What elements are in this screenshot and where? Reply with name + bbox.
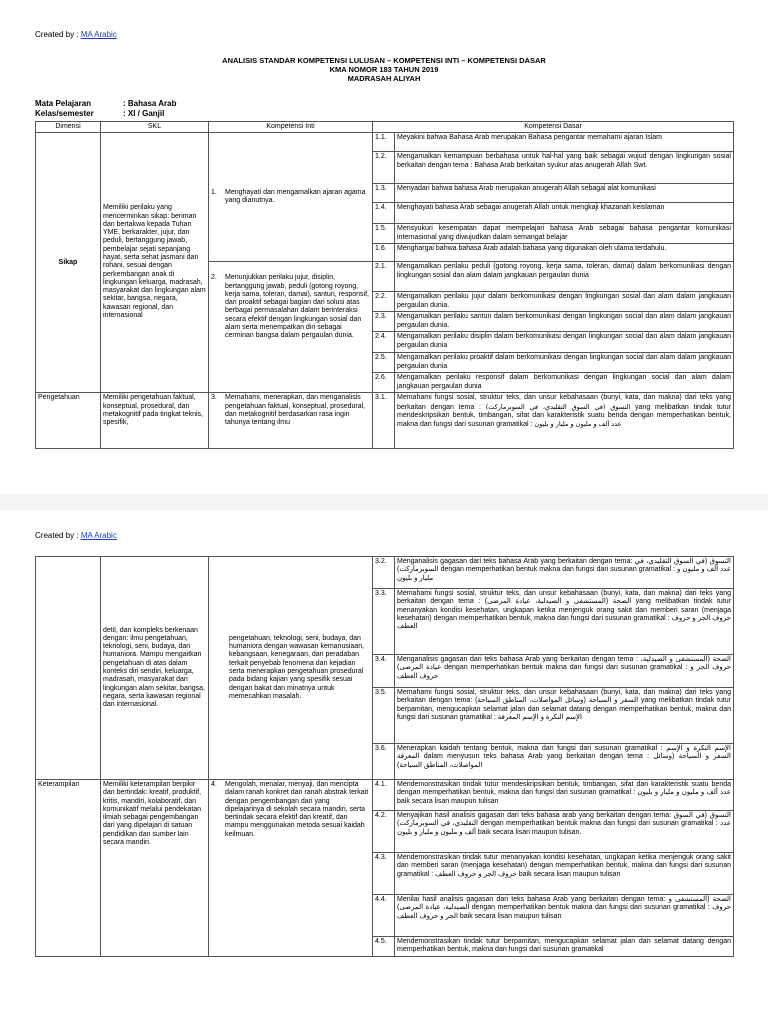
ki-4: [209, 780, 373, 957]
doc-title-line1: ANALISIS STANDAR KOMPETENSI LULUSAN – KOMPETENSI INTI – KOMPETENSI DASAR: [222, 56, 546, 65]
ki-2-number: 2.: [211, 274, 217, 282]
kd-text: Mengamalkan perilaku jujur dalam berkomunikasi dengan lingkungan sosial dan alam dalam jangkauan pergaulan dunia.: [395, 292, 734, 312]
kd-text: Menganalisis gagasan dari teks bahasa Arab yang berkaitan dengan tema : الصحة (المستشفى و الصيدلية، عيادة المرضى) dengan memperhatikan bentuk makna dan fungsi dari susunan gramatikal : حروف الجر و حروف العطف: [395, 655, 734, 688]
kd-number: 2.2.: [373, 292, 395, 312]
kd-text: [395, 393, 734, 449]
meta-subject-key: Mata Pelajaran: [35, 99, 92, 108]
kd-number: 1.3.: [373, 184, 395, 203]
kd-number: 4.3.: [373, 853, 395, 895]
kd-number: 2.4.: [373, 332, 395, 353]
kd-text: Menghayati bahasa Arab sebagai anugerah Allah untuk mengkaji khazanah keislaman: [395, 203, 734, 224]
kd-number: 4.4.: [373, 895, 395, 937]
kd-text: Memahami fungsi sosial, struktur teks, dan unsur kebahasaan (bunyi, kata, dan makna) dari teks yang berkaitan dengan tema: السفر و السياحة (وسائل المواصلات، المناطق السياحة) yang melibatkan tindak tutur berpamitan, mengucapkan selamat jalan dan selamat datang dengan memperhatikan bentuk, makna dan fungsi dari susunan gramatikal : الإسم النكرة و الإسم المعرفة: [395, 688, 734, 744]
ki-3-number: 3.: [211, 394, 217, 402]
doc-title-line3: MADRASAH ALIYAH: [347, 74, 421, 83]
ki-1-number: 1.: [211, 189, 217, 196]
kd-number: 4.2.: [373, 811, 395, 853]
kd-number: 4.1.: [373, 780, 395, 811]
ki-2: [209, 262, 373, 393]
skl-pengetahuan-cont: detil, dan kompleks berkenaan dengan: ilmu pengetahuan, teknologi, seni, budaya, dan humaniora. Mampu mengaitkan pengetahuan di atas dalam konteks diri sendiri, keluarga, madrasah, masyarakat dan lingkungan alam sekitar, bangsa, negara, serta kawasan regional dan internasional.: [101, 557, 209, 780]
credit-link[interactable]: MA Arabic: [80, 531, 117, 540]
kd-3-1-text-b: yang melibatkan tindak tutur mendeskripsikan bentuk, timbangan, sifat dan karakteristik suatu benda dengan memperhatikan bentuk, makna dan fungsi dari susunan gramatikal :: [397, 403, 731, 429]
kd-3-1-arabic-grammar: عدد ألف و مليون و مليار و بليون: [534, 420, 622, 429]
meta-subject: [35, 99, 177, 108]
page-break: [0, 494, 768, 510]
kd-text: Mendemonstrasikan tindak tutur mendeskripsikan bentuk, timbangan, sifat dan karakteristik suatu benda dengan memperhatikan bentuk, makna dan fungsi dari susunan gramatikal : عدد ألف و مليون و مليار و بليون baik secara lisan maupun tulisan: [395, 780, 734, 811]
ki-4-text: Mengolah, menalar, menyaji, dan mencipta dalam ranah konkret dan ranah abstrak terkait dengan pengembangan dari yang dipelajarinya di sekolah secara mandiri, serta bertindak secara efektif dan kreatif, dan mampu menggunakan metoda sesuai kaidah keilmuan.: [225, 781, 369, 838]
kd-text: Mengamalkan perilaku disiplin dalam berkomunikasi dengan lingkungan social dan alam dalam jangkauan pergaulan dunia: [395, 332, 734, 353]
doc-title-line2: KMA NOMOR 183 TAHUN 2019: [329, 65, 439, 74]
competency-table-page1: [35, 121, 734, 449]
credit-line: [35, 30, 117, 39]
kd-text: Mensyukuri kesempatan dapat mempelajari bahasa Arab sebagai bahasa pengantar komunikasi internasional yang diwujudkan dalam semangat belajar: [395, 224, 734, 244]
kd-number: 1.4.: [373, 203, 395, 224]
skl-sikap: Memiliki perilaku yang mencerminkan sikap: beriman dan bertakwa kepada Tuhan YME, berkarakter, jujur, dan peduli, bertanggung jawab, pembelajar sejati sepanjang hayat, serta sehat jasmani dan rohani, sesuai dengan perkembangan anak di lingkungan keluarga, madrasah, masyarakat dan lingkungan alam sekitar, bangsa, negara, kawasan regional, dan internasional: [101, 133, 209, 393]
kd-number: 1.5.: [373, 224, 395, 244]
skl-keterampilan: Memiliki keterampilan berpikir dan bertindak: kreatif, produktif, kritis, mandiri, kolaboratif, dan komunikatif melalui pendekatan ilmiah sebagai pengembangan dari yang dipelajari di satuan pendidikan dan sumber lain secara mandiri.: [101, 780, 209, 957]
skl-pengetahuan: Memiliki pengetahuan faktual, konseptual, prosedural, dan metakognitif pada tingkat teknis, spesifik,: [101, 393, 209, 449]
dimension-pengetahuan-cont: [36, 557, 101, 780]
dimension-sikap: Sikap: [36, 133, 101, 393]
meta-class-key: Kelas/semester: [35, 109, 94, 118]
dimension-pengetahuan: Pengetahuan: [36, 393, 101, 449]
competency-table-page2: [35, 556, 734, 957]
kd-number: 3.1.: [373, 393, 395, 449]
kd-number: 1.1.: [373, 133, 395, 152]
kd-number: 3.3.: [373, 589, 395, 655]
col-header-ki: Kompetensi Inti: [209, 122, 373, 133]
ki-3-cont: pengetahuan, teknologi, seni, budaya, dan humaniora dengan wawasan kemanusiaan, kebangsaan, kenegaraan, dan peradaban terkait penyebab fenomena dan kejadian serta menerapkan pengetahuan prosedural pada bidang kajian yang spesifik sesuai dengan bakat dan minatnya untuk memecahkan masalah.: [209, 557, 373, 780]
kd-number: 1.2.: [373, 152, 395, 184]
kd-text: Mengamalkan perilaku responsif dalam berkomunikasi dengan lingkungan social dan alam dalam jangkauan pergaulan dunia: [395, 373, 734, 393]
credit-prefix: Created by :: [35, 30, 81, 39]
kd-number: 3.6.: [373, 744, 395, 780]
meta-subject-value: : Bahasa Arab: [123, 99, 177, 108]
kd-number: 2.1.: [373, 262, 395, 292]
ki-2-text: Menunjukkan perilaku jujur, disiplin, bertanggung jawab, peduli (gotong royong, kerja sama, toleran, damai), santun, responsif, dan proaktif sebagai bagian dari solusi atas berbagai permasalahan dalam berinteraksi secara efektif dengan lingkungan sosial dan alam serta menempatkan diri sebagai cerminan bangsa dalam pergaulan dunia.: [225, 274, 369, 340]
credit-link[interactable]: MA Arabic: [80, 30, 117, 39]
col-header-skl: SKL: [101, 122, 209, 133]
dimension-keterampilan: Keterampilan: [36, 780, 101, 957]
kd-text: Meyakini bahwa Bahasa Arab merupakan Bahasa pengantar memahami ajaran Islam: [395, 133, 734, 152]
ki-3-text: Memahami, menerapkan, dan menganalisis pengetahuan faktual, konseptual, prosedural, dan metakognitif berdasarkan rasa ingin tahunya tentang ilmu: [225, 394, 366, 427]
meta-class: [35, 109, 164, 118]
kd-text: Mendemonstrasikan tindak tutur menanyakan kondisi kesehatan, ungkapan ketika menjenguk orang sakit dan memberi saran (menjaga kesehatan) dengan memperhatikan bentuk, makna dan fungsi dari susunan gramatikal : حروف الجر و حروف العطف baik secara lisan maupun tulisan: [395, 853, 734, 895]
ki-4-number: 4.: [211, 781, 217, 788]
kd-text: Menyajikan hasil analisis gagasan dari teks bahasa arab yang berkaitan dengan tema: التسوق (في السوق التقليدي، في السوبرماركت) dengan memperhatikan bentuk makna dan fungsi dari susunan gramatikal : عدد ألف و مليون و مليار و بليون baik secara lisan maupun tulisan.: [395, 811, 734, 853]
kd-text: Mengamalkan perilaku peduli (gotong royong, kerja sama, toleran, damai) dalam berkomunikasi dengan lingkungan sosial dan alam dalam jangkauan pergaulan dunia: [395, 262, 734, 292]
kd-3-1-arabic-theme: التسوق (في السوق التقليدي، في السوبرماركت): [485, 402, 631, 411]
kd-text: Menerapkan kaidah tentang bentuk, makna dan fungsi dari susunan gramatikal : الإسم النكرة و الإسم المعرفة dalam menyusun teks bahasa Arab yang berkaitan dengan tema : السفر و السياحة (وسائل المواصلات، المناطق السياحة): [395, 744, 734, 780]
kd-text: Memahami fungsi sosial, struktur teks, dan unsur kebahasaan (bunyi, kata, dan makna) dari teks yang berkaitan dengan tema : الصحة (المستشفى و الصيدلية، عيادة المرضى) yang melibatkan tindak tutur menanyakan kondisi kesehatan, ungkapan ketika menjenguk orang sakit dan memberi saran (menjaga kesehatan) dengan memperhatikan bentuk, makna dan fungsi dari susunan gramatikal : حروف الجر و حروف العطف: [395, 589, 734, 655]
meta-class-value: : XI / Ganjil: [123, 109, 165, 118]
kd-number: 2.6.: [373, 373, 395, 393]
kd-text: Mengamalkan perilaku proaktif dalam berkomunikasi dengan lingkungan social dan alam dalam jangkauan pergaulan dunia: [395, 353, 734, 373]
kd-text: Menghargai bahwa bahasa Arab adalah bahasa yang digunakan oleh ulama terdahulu.: [395, 244, 734, 262]
kd-number: 3.4.: [373, 655, 395, 688]
kd-number: 4.5.: [373, 937, 395, 957]
kd-number: 2.3.: [373, 312, 395, 332]
kd-3-1-text-a: Memahami fungsi sosial, struktur teks, dan unsur kebahasaan (bunyi, kata, dan makna) dari teks yang berkaitan dengan tema :: [397, 394, 731, 411]
kd-text: Mengamalkan perilaku santun dalam berkomunikasi dengan lingkungan social dan alam dalam jangkauan pergaulan dunia.: [395, 312, 734, 332]
col-header-dimensi: Dimensi: [36, 122, 101, 133]
kd-number: 2.5.: [373, 353, 395, 373]
credit-prefix: Created by :: [35, 531, 81, 540]
credit-line: [35, 531, 117, 540]
col-header-kd: Kompetensi Dasar: [373, 122, 734, 133]
kd-number: 3.2.: [373, 557, 395, 589]
kd-text: Mendemonstrasikan tindak tutur berpamitan, mengucapkan selamat jalan dan selamat datang dengan memperhatikan bentuk, makna dan fungsi dari susunan gramatikal: [395, 937, 734, 957]
ki-1: [209, 133, 373, 262]
kd-text: Mengamalkan kemampuan berbahasa untuk hal-hal yang baik sebagai wujud dengan lingkungan sosial berkaitan dengan tema : Bahasa Arab berkaitan syukur atas anugerah Allah Swt.: [395, 152, 734, 184]
ki-3: [209, 393, 373, 449]
kd-number: 1.6.: [373, 244, 395, 262]
kd-text: Menyadari bahwa bahasa Arab merupakan anugerah Allah sebagai alat komunikasi: [395, 184, 734, 203]
kd-text: Menilai hasil analisis gagasan dari teks bahasa Arab yang berkaitan dengan tema: الصحة (المستشفى و الصيدلية، عيادة المرضى) dengan memperhatikan bentuk makna dan fungsi dari susunan gramatikal : حروف الجر و حروف العطف baik secara lisan maupun tulisan: [395, 895, 734, 937]
kd-number: 3.5.: [373, 688, 395, 744]
ki-1-text: Menghayati dan mengamalkan ajaran agama yang dianutnya.: [225, 189, 366, 205]
kd-text: Menganalisis gagasan dari teks bahasa Arab yang berkaitan dengan tema: التسوق (في السوق التقليدي، في السوبرماركت) dengan memperhatikan bentuk makna dan fungsi dari susunan gramatikal : عدد ألف و مليون و مليار و بليون: [395, 557, 734, 589]
